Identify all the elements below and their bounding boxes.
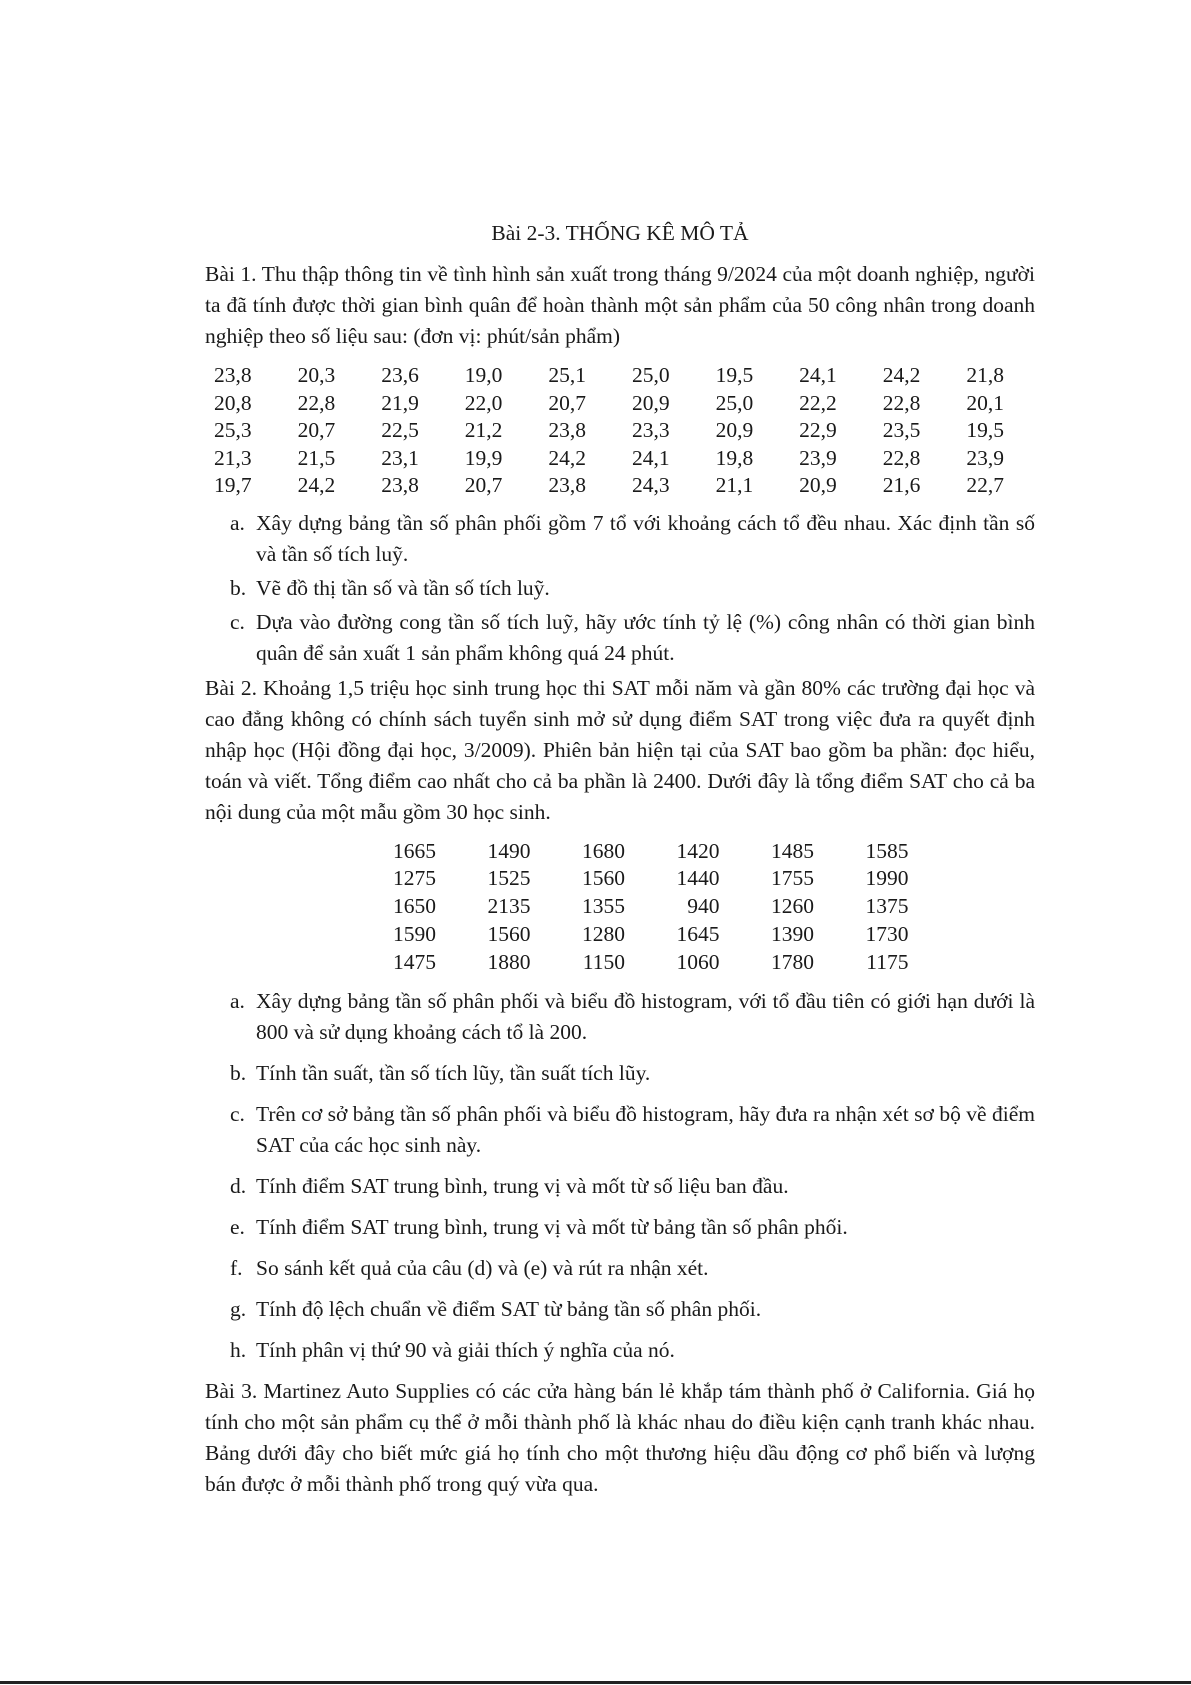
data-cell: 1260 (771, 894, 814, 919)
question-label: a. (230, 989, 245, 1014)
data-cell: 1275 (393, 866, 436, 891)
data-cell: 21,1 (715, 473, 754, 497)
data-cell: 2135 (487, 894, 531, 919)
data-cell: 22,2 (799, 390, 837, 415)
data-cell: 21,9 (381, 390, 419, 415)
data-cell: 22,8 (882, 390, 921, 415)
question-item (230, 1335, 1035, 1366)
data-cell: 19,5 (715, 363, 754, 387)
document-page (205, 218, 1035, 1510)
question-label: h. (230, 1338, 247, 1363)
data-cell: 21,2 (464, 418, 503, 442)
data-cell: 20,9 (715, 418, 754, 442)
data-cell: 1440 (676, 866, 720, 891)
data-cell: 19,5 (966, 418, 1004, 442)
data-cell: 24,1 (631, 445, 670, 470)
page-bottom-rule (0, 1681, 1191, 1684)
question-item (230, 1253, 1035, 1284)
data-cell: 20,7 (297, 418, 336, 442)
data-cell: 22,9 (799, 418, 837, 442)
data-cell: 23,6 (381, 363, 419, 387)
data-cell: 24,2 (297, 473, 336, 497)
data-cell: 20,9 (799, 473, 837, 497)
question-label: c. (230, 609, 245, 634)
question-text: Xây dựng bảng tần số phân phối gồm 7 tổ với khoảng cách tổ đều nhau. Xác định tần số và tần số tích luỹ. (256, 510, 1035, 566)
question-text: Trên cơ sở bảng tần số phân phối và biểu đồ histogram, hãy đưa ra nhận xét sơ bộ về điểm SAT của các học sinh này. (256, 1102, 1035, 1158)
exercise-2-questions (205, 986, 1035, 1366)
data-cell: 24,3 (631, 473, 670, 497)
question-item (230, 1171, 1035, 1202)
data-cell: 22,7 (966, 473, 1004, 497)
data-cell: 25,1 (548, 363, 586, 387)
data-cell: 1560 (582, 866, 625, 891)
question-label: d. (230, 1174, 247, 1199)
data-cell: 20,3 (297, 363, 336, 387)
question-label: b. (230, 1061, 247, 1086)
data-cell: 25,0 (631, 363, 670, 387)
data-cell: 21,6 (882, 473, 921, 497)
data-cell: 1525 (487, 866, 531, 891)
data-cell: 1755 (771, 866, 814, 891)
data-cell: 19,7 (214, 473, 252, 497)
data-cell: 1780 (771, 949, 814, 974)
data-cell: 22,5 (381, 418, 419, 442)
question-item (230, 607, 1035, 669)
data-cell: 22,8 (882, 445, 921, 470)
page-title: Bài 2-3. THỐNG KÊ MÔ TẢ (491, 221, 749, 245)
exercise-1-intro: Bài 1. Thu thập thông tin về tình hình sản xuất trong tháng 9/2024 của một doanh nghiệp, người ta đã tính được thời gian bình quân để hoàn thành một sản phẩm của 50 công nhân trong doanh nghiệp theo số liệu sau: (đơn vị: phút/sản phẩm) (205, 262, 1035, 348)
data-cell: 20,1 (966, 390, 1004, 415)
data-cell: 1645 (676, 921, 720, 946)
data-cell: 23,5 (882, 418, 921, 442)
question-item (230, 1058, 1035, 1089)
data-cell: 24,2 (882, 363, 921, 387)
question-text: Vẽ đồ thị tần số và tần số tích luỹ. (256, 575, 550, 600)
question-text: Tính tần suất, tần số tích lũy, tần suất tích lũy. (256, 1061, 651, 1086)
question-item (230, 573, 1035, 604)
data-cell: 19,9 (464, 445, 503, 470)
question-label: e. (230, 1215, 245, 1240)
data-cell: 24,2 (548, 445, 586, 470)
data-cell: 1585 (865, 838, 909, 863)
data-cell: 1355 (582, 894, 625, 919)
question-item (230, 1294, 1035, 1325)
data-cell: 21,3 (214, 445, 252, 470)
data-cell: 25,0 (715, 390, 754, 415)
data-cell: 21,8 (966, 363, 1004, 387)
data-cell: 23,8 (214, 363, 252, 387)
question-label: b. (230, 575, 247, 600)
question-item (230, 1099, 1035, 1161)
question-label: a. (230, 510, 245, 535)
data-cell: 21,5 (297, 445, 336, 470)
data-cell: 1560 (487, 921, 531, 946)
data-cell: 1420 (676, 838, 720, 863)
data-cell: 23,8 (548, 473, 586, 497)
data-cell: 22,8 (297, 390, 336, 415)
exercise-1-data-table (214, 362, 1035, 500)
data-cell: 1650 (393, 894, 436, 919)
data-cell: 1175 (866, 949, 909, 974)
data-cell: 20,9 (631, 390, 670, 415)
data-cell: 23,8 (381, 473, 419, 497)
question-item (230, 1212, 1035, 1243)
exercise-2-intro: Bài 2. Khoảng 1,5 triệu học sinh trung học thi SAT mỗi năm và gần 80% các trường đại học và cao đẳng không có chính sách tuyển sinh mở sử dụng điểm SAT trong việc đưa ra quyết định nhập học (Hội đồng đại học, 3/2009). Phiên bản hiện tại của SAT bao gồm ba phần: đọc hiểu, toán và viết. Tổng điểm cao nhất cho cả ba phần là 2400. Dưới đây là tổng điểm SAT cho cả ba nội dung của một mẫu gồm 30 học sinh. (205, 675, 1035, 824)
question-item (230, 508, 1035, 570)
question-label: f. (230, 1256, 243, 1281)
data-cell: 19,8 (715, 445, 754, 470)
question-text: Tính điểm SAT trung bình, trung vị và mốt từ số liệu ban đầu. (256, 1174, 789, 1199)
question-text: So sánh kết quả của câu (d) và (e) và rút ra nhận xét. (256, 1256, 709, 1281)
data-cell: 1680 (582, 838, 625, 863)
data-cell: 1990 (865, 866, 909, 891)
question-text: Tính điểm SAT trung bình, trung vị và mốt từ bảng tần số phân phối. (256, 1215, 848, 1240)
data-cell: 1390 (771, 921, 814, 946)
question-text: Tính phân vị thứ 90 và giải thích ý nghĩa của nó. (256, 1338, 675, 1363)
question-text: Dựa vào đường cong tần số tích luỹ, hãy ước tính tỷ lệ (%) công nhân có thời gian bình quân để sản xuất 1 sản phẩm không quá 24 phút. (256, 609, 1035, 665)
data-cell: 23,9 (799, 445, 837, 470)
question-text: Xây dựng bảng tần số phân phối và biểu đồ histogram, với tổ đầu tiên có giới hạn dưới là 800 và sử dụng khoảng cách tổ là 200. (256, 989, 1035, 1045)
data-cell: 940 (687, 894, 720, 919)
data-cell: 1590 (393, 921, 436, 946)
data-cell: 23,3 (631, 418, 670, 442)
question-text: Tính độ lệch chuẩn về điểm SAT từ bảng tần số phân phối. (256, 1297, 762, 1322)
data-cell: 1490 (487, 838, 531, 863)
data-cell: 1150 (582, 949, 625, 974)
data-cell: 1375 (865, 894, 909, 919)
data-cell: 20,7 (548, 390, 586, 415)
data-cell: 1665 (393, 838, 436, 863)
data-cell: 23,8 (548, 418, 586, 442)
data-cell: 1280 (582, 921, 625, 946)
data-cell: 1485 (771, 838, 814, 863)
data-cell: 1880 (487, 949, 531, 974)
question-label: c. (230, 1102, 245, 1127)
data-cell: 23,1 (381, 445, 419, 470)
data-cell: 1475 (393, 949, 436, 974)
data-cell: 1730 (865, 921, 909, 946)
exercise-2-data-table (386, 838, 1035, 977)
data-cell: 22,0 (464, 390, 503, 415)
data-cell: 24,1 (799, 363, 837, 387)
exercise-3-intro: Bài 3. Martinez Auto Supplies có các cửa hàng bán lẻ khắp tám thành phố ở California. Giá họ tính cho một sản phẩm cụ thể ở mỗi thành phố là khác nhau do điều kiện cạnh tranh khác nhau. Bảng dưới đây cho biết mức giá họ tính cho một thương hiệu dầu động cơ phổ biến và lượng bán được ở mỗi thành phố trong quý vừa qua. (205, 1379, 1035, 1497)
data-cell: 25,3 (214, 418, 252, 442)
data-cell: 19,0 (464, 363, 503, 387)
data-cell: 20,7 (464, 473, 503, 497)
data-cell: 23,9 (966, 445, 1004, 470)
data-cell: 20,8 (214, 390, 252, 415)
exercise-1-questions (205, 508, 1035, 669)
data-cell: 1060 (676, 949, 720, 974)
question-label: g. (230, 1297, 247, 1322)
question-item (230, 986, 1035, 1048)
